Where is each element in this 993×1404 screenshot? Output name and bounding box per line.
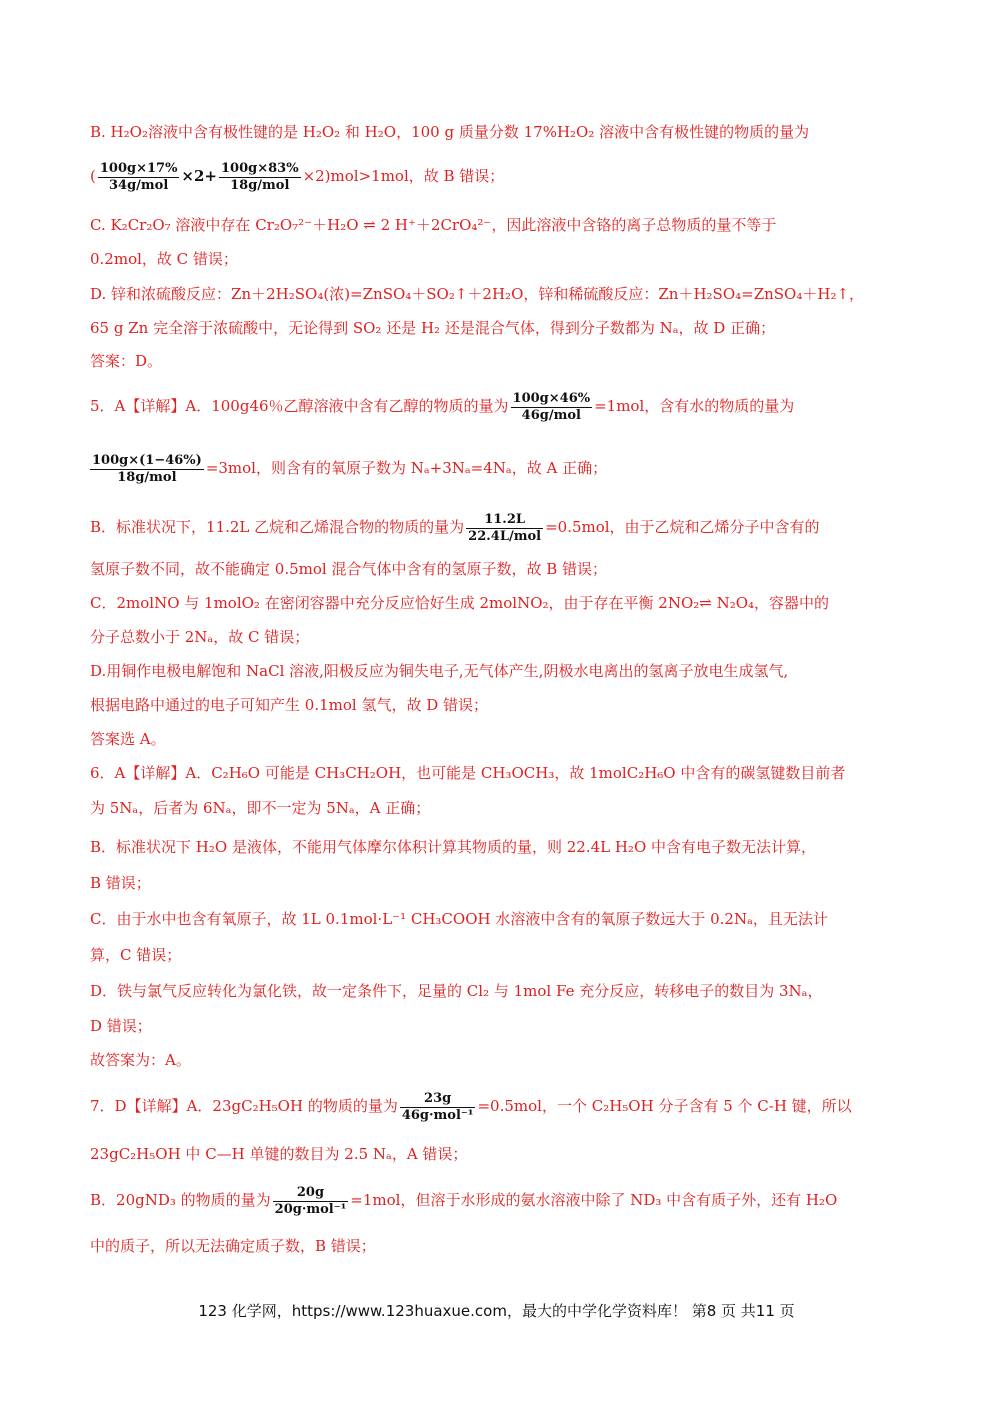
text-line: 答案选 A。 [90,730,166,748]
text-span: =1mol，但溶于水形成的氨水溶液中除了 ND₃ 中含有质子外，还有 H₂O [350,1191,838,1209]
text-span: ( [90,167,96,185]
text-line: 23gC₂H₅OH 中 C—H 单键的数目为 2.5 Nₐ，A 错误； [90,1145,468,1163]
denominator: 22.4L/mol [468,528,542,544]
text-span: =0.5mol，一个 C₂H₅OH 分子含有 5 个 C-H 键，所以 [477,1097,852,1115]
text-span: =1mol，含有水的物质的量为 [594,397,795,415]
numerator: 11.2L [466,512,543,529]
text-line: 65 g Zn 完全溶于浓硫酸中，无论得到 SO₂ 还是 H₂ 还是混合气体，得到分子数都为 Nₐ，故 D 正确； [90,319,776,337]
text-line [90,448,910,488]
denominator: 46g/mol [521,407,581,423]
text-span: ×2+ [181,167,217,185]
denominator: 18g/mol [117,469,177,485]
text-line: D 错误； [90,1017,152,1035]
text-span: =3mol，则含有的氧原子数为 Nₐ+3Nₐ=4Nₐ，故 A 正确； [205,459,608,477]
text-line: B. H₂O₂溶液中含有极性键的是 H₂O₂ 和 H₂O，100 g 质量分数 17%H₂O₂ 溶液中含有极性键的物质的量为 [90,123,810,141]
text-line: 6．A【详解】A．C₂H₆O 可能是 CH₃CH₂OH，也可能是 CH₃OCH₃，故 1molC₂H₆O 中含有的碳氢键数目前者 [90,764,846,782]
denominator: 20g·mol⁻¹ [274,1201,347,1217]
fraction [90,453,204,486]
text-line: 分子总数小于 2Nₐ，故 C 错误； [90,628,310,646]
text-line: C．2molNO 与 1molO₂ 在密闭容器中充分反应恰好生成 2molNO₂，由于存在平衡 2NO₂⇌ N₂O₄，容器中的 [90,594,830,612]
fraction [511,391,593,424]
numerator: 23g [400,1091,476,1108]
text-line: B．标准状况下 H₂O 是液体，不能用气体摩尔体积计算其物质的量，则 22.4L H₂O 中含有电子数无法计算， [90,838,817,856]
text-line: D. 锌和浓硫酸反应：Zn＋2H₂SO₄(浓)=ZnSO₄＋SO₂↑＋2H₂O，锌和稀硫酸反应：Zn＋H₂SO₄=ZnSO₄＋H₂↑， [90,285,865,303]
text-span: =0.5mol，由于乙烷和乙烯分子中含有的 [545,518,820,536]
text-line: 答案：D。 [90,352,163,370]
text-line: C. K₂Cr₂O₇ 溶液中存在 Cr₂O₇²⁻＋H₂O ⇌ 2 H⁺＋2CrO₄²⁻，因此溶液中含铬的离子总物质的量不等于 [90,216,777,234]
numerator: 100g×46% [512,390,591,406]
numerator: 100g×(1−46%) [92,452,202,468]
fraction [466,512,543,545]
text-line: 根据电路中通过的电子可知产生 0.1mol 氢气，故 D 错误； [90,696,489,714]
text-line [90,158,910,194]
text-line [90,1180,910,1220]
fraction [273,1185,349,1218]
text-line: B 错误； [90,874,151,892]
text-span: 7．D【详解】A．23gC₂H₅OH 的物质的量为 [90,1097,398,1115]
numerator: 100g×83% [221,160,299,176]
text-line: 为 5Nₐ，后者为 6Nₐ，即不一定为 5Nₐ，A 正确； [90,799,431,817]
text-span: ×2)mol>1mol，故 B 错误； [302,167,505,185]
numerator: 20g [273,1185,349,1202]
denominator: 18g/mol [230,177,290,193]
text-line [90,507,910,547]
text-line [90,386,910,426]
fraction [98,161,180,194]
page-footer: 123 化学网，https://www.123huaxue.com，最大的中学化学资料库！ 第8 页 共11 页 [198,1302,795,1320]
text-line: 算，C 错误； [90,946,182,964]
text-span: B．标准状况下，11.2L 乙烷和乙烯混合物的物质的量为 [90,518,465,536]
text-line: 故答案为：A。 [90,1051,191,1069]
text-span: B．20gND₃ 的物质的量为 [90,1191,271,1209]
fraction [219,161,301,194]
text-line: 氢原子数不同，故不能确定 0.5mol 混合气体中含有的氢原子数，故 B 错误； [90,560,608,578]
text-line: D．铁与氯气反应转化为氯化铁，故一定条件下，足量的 Cl₂ 与 1mol Fe 充分反应，转移电子的数目为 3Nₐ， [90,982,823,1000]
text-line: C．由于水中也含有氧原子，故 1L 0.1mol·L⁻¹ CH₃COOH 水溶液中含有的氧原子数远大于 0.2Nₐ，且无法计 [90,910,828,928]
text-span: 5．A【详解】A．100g46％乙醇溶液中含有乙醇的物质的量为 [90,397,509,415]
text-line: 0.2mol，故 C 错误； [90,250,238,268]
text-line: 中的质子，所以无法确定质子数，B 错误； [90,1237,376,1255]
text-line [90,1086,910,1126]
numerator: 100g×17% [99,160,178,176]
denominator: 34g/mol [108,177,169,193]
denominator: 46g·mol⁻¹ [401,1107,474,1123]
fraction [400,1091,476,1124]
text-line: D.用铜作电极电解饱和 NaCl 溶液,阳极反应为铜失电子,无气体产生,阴极水电离出的氢离子放电生成氢气, [90,662,789,680]
